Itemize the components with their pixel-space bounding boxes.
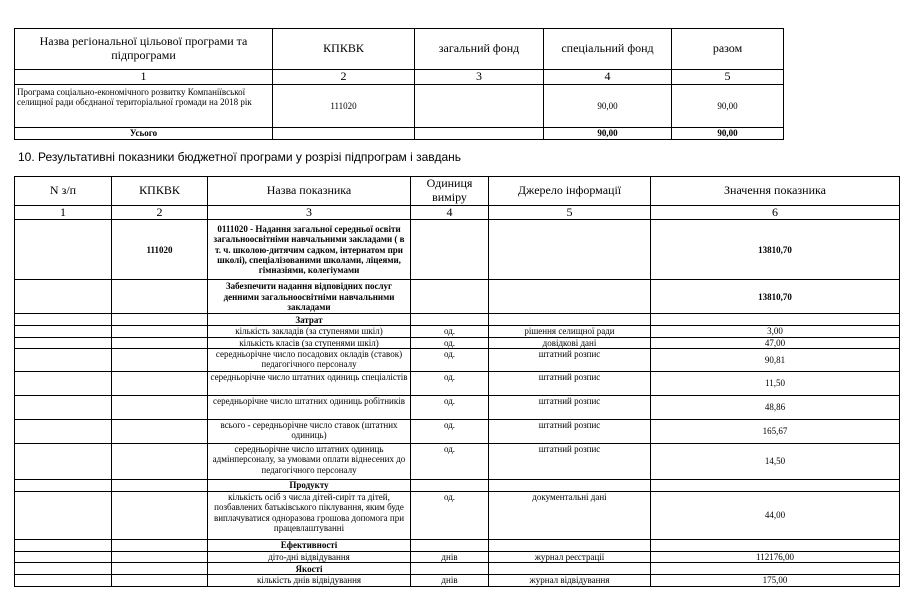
indicator-name: кількість днів відвідування	[208, 575, 411, 586]
task-source	[489, 280, 651, 314]
header-indicator-name: Назва показника	[208, 177, 411, 206]
indicator-name: кількість закладів (за ступенями шкіл)	[208, 326, 411, 337]
col-number: 1	[15, 70, 273, 85]
row-number	[15, 492, 112, 540]
indicator-source: штатний розпис	[489, 444, 651, 480]
indicator-kpkvk	[112, 552, 208, 563]
header-general-fund: загальний фонд	[415, 29, 544, 70]
row-number	[15, 280, 112, 314]
program-special-fund: 90,00	[544, 84, 672, 127]
row-number	[15, 220, 112, 280]
col-number: 5	[489, 205, 651, 220]
indicator-unit: од.	[411, 492, 489, 540]
row-number	[15, 349, 112, 372]
header-value: Значення показника	[651, 177, 900, 206]
group-source	[489, 314, 651, 326]
group-source	[489, 540, 651, 552]
indicator-row	[15, 326, 900, 337]
indicator-kpkvk	[112, 372, 208, 396]
indicator-unit: од.	[411, 420, 489, 444]
indicator-value: 90,81	[651, 349, 900, 372]
indicator-kpkvk	[112, 349, 208, 372]
subprogram-kpkvk: 111020	[112, 220, 208, 280]
indicator-row	[15, 575, 900, 586]
group-unit	[411, 314, 489, 326]
group-unit	[411, 540, 489, 552]
indicator-name: всього - середньорічне число ставок (штатних одиниць)	[208, 420, 411, 444]
subprogram-unit	[411, 220, 489, 280]
indicator-value: 48,86	[651, 396, 900, 420]
col-number: 3	[415, 70, 544, 85]
col-number: 4	[544, 70, 672, 85]
row-number	[15, 314, 112, 326]
group-value	[651, 480, 900, 492]
group-value	[651, 563, 900, 575]
group-row	[15, 480, 900, 492]
row-number	[15, 540, 112, 552]
section-title: 10. Результативні показники бюджетної програми у розрізі підпрограм і завдань	[18, 150, 462, 164]
col-number: 2	[112, 205, 208, 220]
indicator-value: 11,50	[651, 372, 900, 396]
indicator-unit: днів	[411, 575, 489, 586]
indicator-name: кількість осіб з числа дітей-сиріт та дітей, позбавлених батьківського піклування, яким буде виплачуватися одноразова грошова допомога при працевлаштуванні	[208, 492, 411, 540]
row-number	[15, 552, 112, 563]
indicator-value: 3,00	[651, 326, 900, 337]
group-value	[651, 540, 900, 552]
indicator-unit: од.	[411, 349, 489, 372]
indicator-source: журнал відвідування	[489, 575, 651, 586]
program-kpkvk: 111020	[273, 84, 415, 127]
indicator-kpkvk	[112, 444, 208, 480]
indicator-source: довідкові дані	[489, 337, 651, 348]
task-row	[15, 280, 900, 314]
subprogram-value: 13810,70	[651, 220, 900, 280]
col-number: 2	[273, 70, 415, 85]
row-number	[15, 563, 112, 575]
total-general-fund	[415, 127, 544, 139]
total-special-fund: 90,00	[544, 127, 672, 139]
header-total: разом	[672, 29, 784, 70]
subprogram-row	[15, 220, 900, 280]
indicator-unit: днів	[411, 552, 489, 563]
indicator-unit: од.	[411, 337, 489, 348]
program-total: 90,00	[672, 84, 784, 127]
task-unit	[411, 280, 489, 314]
indicator-value: 165,67	[651, 420, 900, 444]
col-number: 3	[208, 205, 411, 220]
col-number: 5	[672, 70, 784, 85]
indicator-row	[15, 492, 900, 540]
subprogram-name: 0111020 - Надання загальної середньої освіти загальноосвітніми навчальними закладами ( в т. ч. школою-дитячим садком, інтернатом при школі), спеціалізованими школами, ліцеями, гімназіями, колегіумами	[208, 220, 411, 280]
indicator-name: діто-дні відвідування	[208, 552, 411, 563]
task-name: Забезпечити надання відповідних послуг денними загальноосвітніми навчальними закладами	[208, 280, 411, 314]
header-unit: Одиниця виміру	[411, 177, 489, 206]
indicator-kpkvk	[112, 492, 208, 540]
indicator-kpkvk	[112, 337, 208, 348]
header-source: Джерело інформації	[489, 177, 651, 206]
indicator-source: документальні дані	[489, 492, 651, 540]
indicator-row	[15, 372, 900, 396]
row-number	[15, 420, 112, 444]
group-kpkvk	[112, 480, 208, 492]
group-kpkvk	[112, 540, 208, 552]
indicator-source: штатний розпис	[489, 372, 651, 396]
group-unit	[411, 480, 489, 492]
group-title: Затрат	[208, 314, 411, 326]
indicator-value: 14,50	[651, 444, 900, 480]
total-sum: 90,00	[672, 127, 784, 139]
header-row-number: N з/п	[15, 177, 112, 206]
col-number: 4	[411, 205, 489, 220]
group-value	[651, 314, 900, 326]
group-unit	[411, 563, 489, 575]
group-kpkvk	[112, 563, 208, 575]
group-source	[489, 563, 651, 575]
row-number	[15, 444, 112, 480]
total-label: Усього	[15, 127, 273, 139]
indicator-source: журнал реєстрації	[489, 552, 651, 563]
indicator-row	[15, 337, 900, 348]
indicator-unit: од.	[411, 326, 489, 337]
indicator-kpkvk	[112, 396, 208, 420]
indicator-kpkvk	[112, 420, 208, 444]
row-number	[15, 575, 112, 586]
indicator-name: середньорічне число посадових окладів (ставок) педагогічного персоналу	[208, 349, 411, 372]
row-number	[15, 326, 112, 337]
indicator-row	[15, 396, 900, 420]
header-kpkvk: КПКВК	[112, 177, 208, 206]
group-row	[15, 540, 900, 552]
indicator-name: середньорічне число штатних одиниць робітників	[208, 396, 411, 420]
indicator-value: 47,00	[651, 337, 900, 348]
indicator-row	[15, 349, 900, 372]
col-number: 6	[651, 205, 900, 220]
indicator-source: штатний розпис	[489, 396, 651, 420]
row-number	[15, 396, 112, 420]
row-number	[15, 372, 112, 396]
group-title: Якості	[208, 563, 411, 575]
header-special-fund: спеціальний фонд	[544, 29, 672, 70]
indicator-unit: од.	[411, 396, 489, 420]
header-kpkvk: КПКВК	[273, 29, 415, 70]
indicator-source: штатний розпис	[489, 420, 651, 444]
regional-programs-table	[14, 28, 784, 140]
indicator-value: 175,00	[651, 575, 900, 586]
subprogram-source	[489, 220, 651, 280]
indicator-unit: од.	[411, 372, 489, 396]
program-general-fund	[415, 84, 544, 127]
row-number	[15, 337, 112, 348]
program-name: Програма соціально-економічного розвитку Компаніївської селищної ради обєднаної територіальної громади на 2018 рік	[15, 84, 273, 127]
row-number	[15, 480, 112, 492]
group-source	[489, 480, 651, 492]
indicator-row	[15, 420, 900, 444]
indicator-kpkvk	[112, 326, 208, 337]
indicator-source: штатний розпис	[489, 349, 651, 372]
indicator-kpkvk	[112, 575, 208, 586]
header-program-name: Назва регіональної цільової програми та підпрограми	[15, 29, 273, 70]
group-title: Продукту	[208, 480, 411, 492]
group-row	[15, 563, 900, 575]
group-row	[15, 314, 900, 326]
indicator-value: 44,00	[651, 492, 900, 540]
indicator-row	[15, 552, 900, 563]
indicator-value: 112176,00	[651, 552, 900, 563]
task-kpkvk	[112, 280, 208, 314]
performance-indicators-table	[14, 176, 900, 587]
indicator-source: рішення селищної ради	[489, 326, 651, 337]
indicator-name: середньорічне число штатних одиниць спеціалістів	[208, 372, 411, 396]
indicator-name: кількість класів (за ступенями шкіл)	[208, 337, 411, 348]
task-value: 13810,70	[651, 280, 900, 314]
indicator-row	[15, 444, 900, 480]
indicator-name: середньорічне число штатних одиниць адмінперсоналу, за умовами оплати віднесених до педагогічного персоналу	[208, 444, 411, 480]
col-number: 1	[15, 205, 112, 220]
group-kpkvk	[112, 314, 208, 326]
indicator-unit: од.	[411, 444, 489, 480]
group-title: Ефективності	[208, 540, 411, 552]
